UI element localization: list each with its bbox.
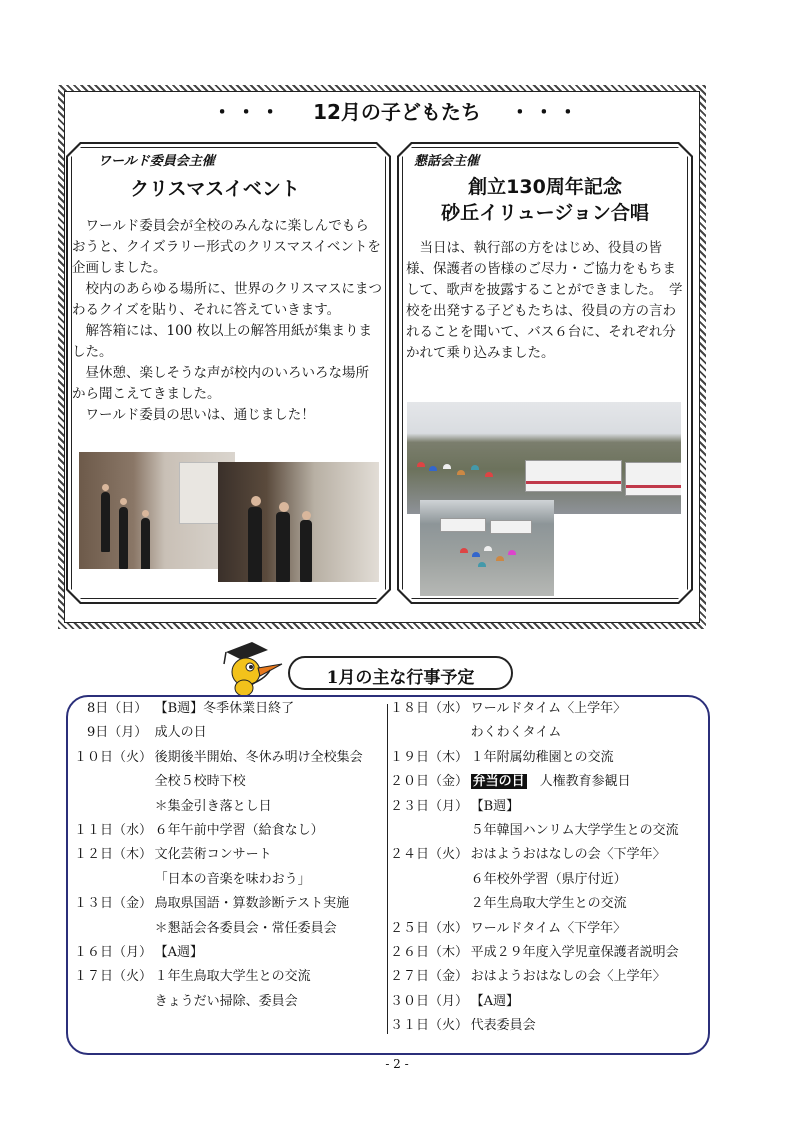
schedule-row [390,770,679,794]
title-text: 12月の子どもたち [313,100,481,124]
schedule-date: ３０日（月） [390,993,469,1009]
schedule-event: ６年午前中学習（給食なし） [154,822,324,838]
schedule-event: ワールドタイム〈下学年〉 [470,920,627,936]
schedule-row [390,795,679,819]
schedule-row [390,1014,679,1038]
chorus-panel-label: 懇話会主催 [414,154,480,169]
schedule-event: 文化芸術コンサート [154,847,272,863]
schedule-event: 鳥取県国語・算数診断テスト実施 [154,896,350,912]
schedule-event: 「日本の音楽を味わおう」 [154,871,311,887]
schedule-event: 【B週】冬季休業日終了 [154,701,295,716]
schedule-event: １年附属幼稚園との交流 [470,749,614,765]
schedule-event: 後期後半開始、冬休み明け全校集会 [154,749,363,765]
schedule-date: ２６日（木） [390,944,469,960]
schedule-row [74,892,363,916]
christmas-panel-heading: クリスマスイベント [130,178,300,200]
schedule-date: ２３日（月） [390,798,469,814]
photo-quiz-corridor [218,462,379,582]
schedule-event: 【A週】 [154,944,203,960]
schedule-event: ワールドタイム〈上学年〉 [470,701,627,716]
article-paragraph: ワールド委員の思いは、通じました！ [85,407,315,423]
schedule-row [74,819,363,843]
schedule-date: １８日（水） [390,701,469,716]
schedule-row [390,965,679,989]
article-paragraph: 校内のあらゆる場所に、世界のクリスマスにまつわるクイズを貼り、それに答えていきます。 [72,281,382,318]
schedule-event: 【A週】 [470,993,519,1009]
bird-mascot-icon [222,640,292,698]
schedule-row [390,990,679,1014]
schedule-date: ２０日（金） [390,774,469,790]
schedule-event: ５年韓国ハンリム大学学生との交流 [470,822,679,838]
schedule-event: きょうだい掃除、委員会 [154,993,298,1009]
photo-buses-parking [407,402,681,514]
schedule-row [74,917,363,941]
chorus-panel-heading-line1: 創立130周年記念 [468,176,622,198]
schedule-row [390,697,679,721]
schedule-row [74,721,363,745]
schedule-row [74,868,363,892]
schedule-event: おはようおはなしの会〈上学年〉 [470,969,666,985]
schedule-event: ＊集金引き落とし日 [154,798,272,814]
schedule-event: わくわくタイム [470,725,562,741]
article-paragraph: 解答箱には、100 枚以上の解答用紙が集まりました。 [72,323,373,360]
schedule-date: 9日（月） [74,725,148,741]
chorus-article [406,238,684,364]
schedule-event: 代表委員会 [470,1018,536,1034]
schedule-event: ６年校外学習（県庁付近） [470,871,627,887]
schedule-row [390,819,679,843]
schedule-row [74,770,363,794]
article-paragraph: 昼休憩、楽しそうな声が校内のいろいろな場所から聞こえてきました。 [72,365,369,402]
schedule-date: ２７日（金） [390,969,469,985]
schedule-row [390,843,679,867]
article-paragraph: ワールド委員会が全校のみんなに楽しんでもらおうと、クイズラリー形式のクリスマスイベントを企画しました。 [72,218,381,276]
schedule-row [390,917,679,941]
schedule-row [74,990,363,1014]
schedule-list-right [390,697,679,1038]
schedule-row [390,746,679,770]
schedule-list-left [74,697,363,1014]
photo-students-umbrellas [420,500,554,596]
schedule-event: おはようおはなしの会〈下学年〉 [470,847,666,863]
schedule-date: １０日（火） [74,749,153,765]
schedule-event: １年生鳥取大学生との交流 [154,969,311,985]
christmas-panel-label: ワールド委員会主催 [98,154,215,169]
schedule-event: 平成２９年度入学児童保護者説明会 [470,944,679,960]
bento-day-badge: 弁当の日 [472,774,525,790]
schedule-date: １３日（金） [74,896,153,912]
schedule-event: 【B週】 [470,798,520,814]
schedule-event: 人権教育参観日 [526,774,631,790]
schedule-date: １６日（月） [74,944,153,960]
title-dots-right: ・・・ [509,100,582,124]
schedule-date: 8日（日） [74,701,148,716]
schedule-date: １９日（木） [390,749,469,765]
christmas-article [72,216,382,426]
schedule-row [390,868,679,892]
schedule-row [390,721,679,745]
schedule-row [74,843,363,867]
article-paragraph: 当日は、執行部の方をはじめ、役員の皆様、保護者の皆様のご尽力・ご協力をもちまして、歌声を披露することができました。 学校を出発する子どもたちは、役員の方の言われることを聞いて、バス６台に、それぞれ分かれて乗り込みました。 [406,240,683,361]
section-title [0,96,794,125]
schedule-divider [387,704,388,1034]
schedule-date: １１日（水） [74,822,153,838]
schedule-event: ２年生鳥取大学生との交流 [470,896,627,912]
chorus-panel-heading-line2: 砂丘イリュージョン合唱 [441,202,649,224]
schedule-date: １２日（木） [74,847,153,863]
schedule-title: 1月の主な行事予定 [326,668,475,688]
schedule-date: １７日（火） [74,969,153,985]
schedule-row [390,941,679,965]
schedule-row [74,795,363,819]
page-number: - 2 - [385,1057,409,1071]
photo-quiz-hallway [79,452,235,569]
schedule-row [390,892,679,916]
schedule-row [74,697,363,721]
schedule-event: 成人の日 [154,725,207,741]
schedule-row [74,965,363,989]
schedule-event: ＊懇話会各委員会・常任委員会 [154,920,337,936]
title-dots-left: ・・・ [212,100,285,124]
schedule-row [74,746,363,770]
schedule-date: ２５日（水） [390,920,469,936]
schedule-event: 全校５校時下校 [154,774,246,790]
schedule-date: ２４日（火） [390,847,469,863]
schedule-row [74,941,363,965]
schedule-date: ３１日（火） [390,1018,469,1034]
